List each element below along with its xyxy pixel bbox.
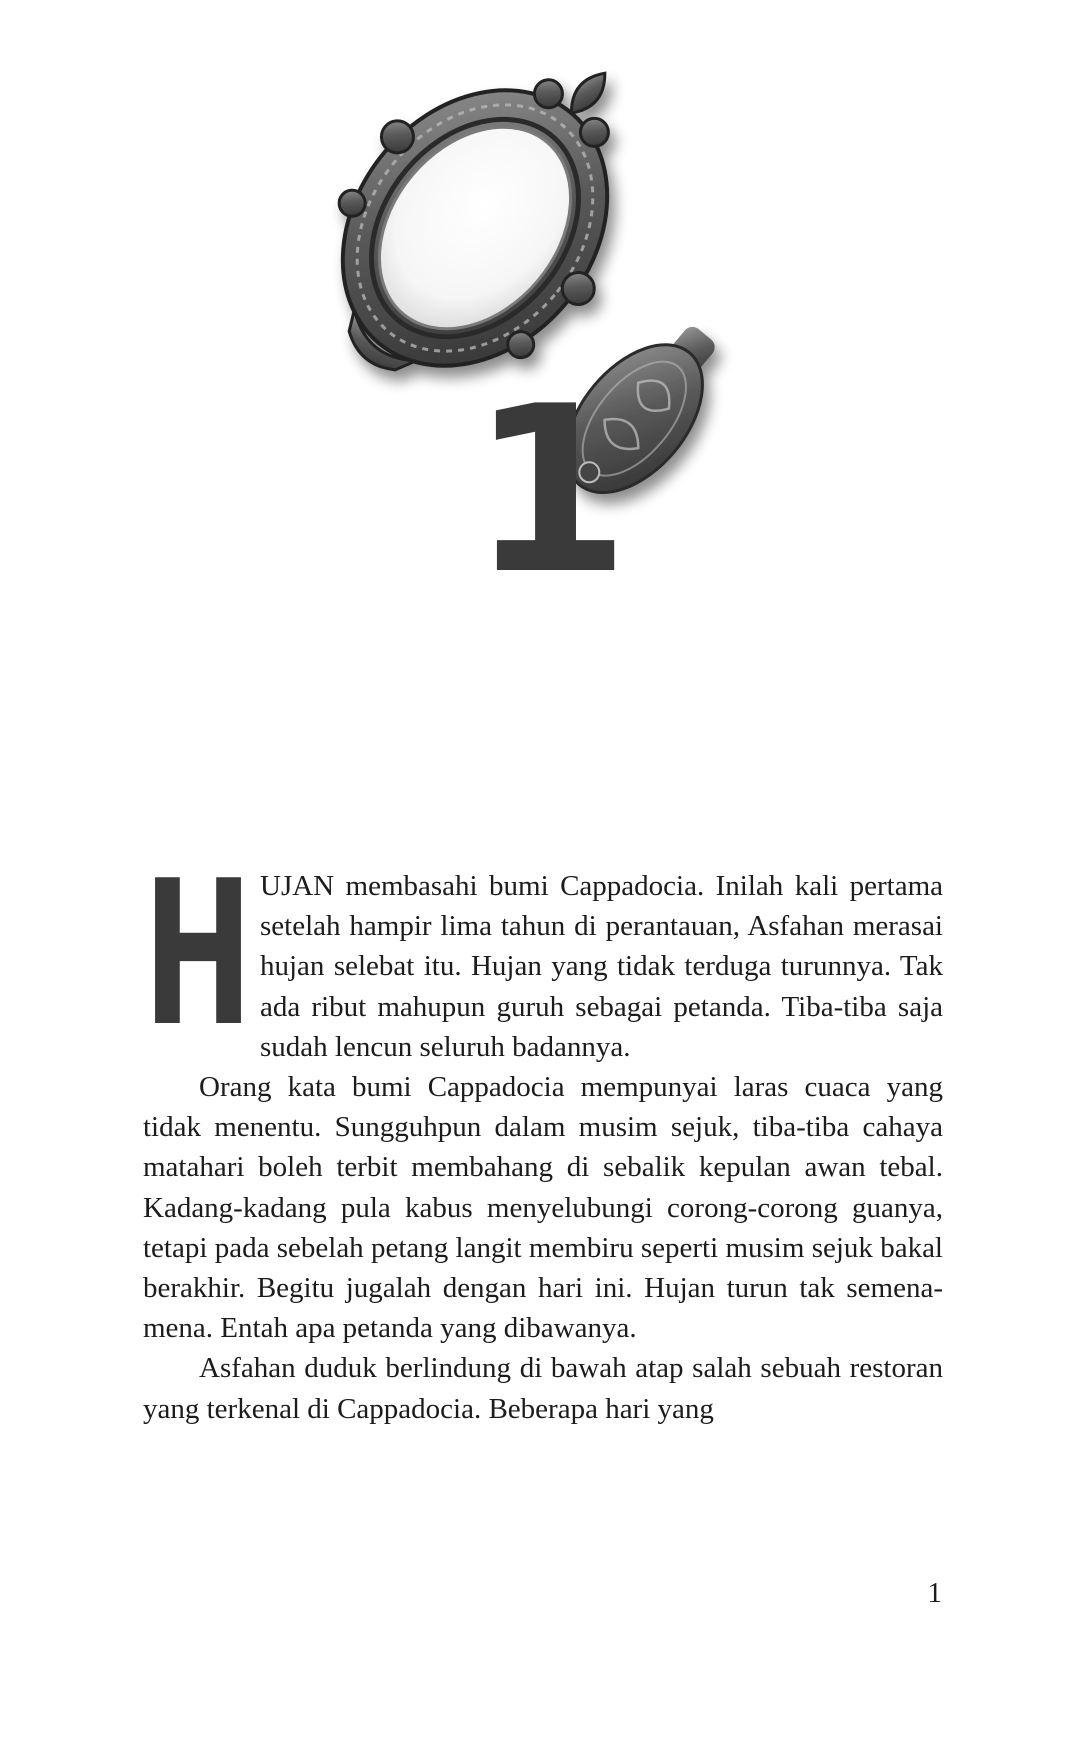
chapter-body bbox=[143, 838, 943, 1429]
chapter-number bbox=[440, 358, 660, 625]
paragraph-2: Orang kata bumi Cappadocia mempunyai laras cuaca yang tidak menentu. Sungguhpun dalam musim sejuk, tiba-tiba cahaya matahari boleh terbit membahang di sebalik kepulan awan tebal. Kadang-kadang pula kabus menyelubungi corong-corong guanya, tetapi pada sebelah petang langit membiru seperti musim sejuk bakal berakhir. Begitu jugalah dengan hari ini. Hujan turun tak semena-mena. Entah apa petanda yang dibawanya. bbox=[143, 1071, 943, 1345]
page-number: 1 bbox=[927, 1577, 942, 1609]
drop-cap-letter: H bbox=[143, 838, 253, 1071]
drop-cap bbox=[143, 838, 260, 1071]
chapter-number-text: 1 bbox=[469, 358, 631, 625]
paragraph-3: Asfahan duduk berlindung di bawah atap salah sebuah restoran yang terkenal di Cappadocia. Beberapa hari yang bbox=[143, 1352, 943, 1425]
paragraph-1: UJAN membasahi bumi Cappadocia. Inilah kali pertama setelah hampir lima tahun di perantauan, Asfahan merasai hujan selebat itu. Hujan yang tidak terduga turunnya. Tak ada ribut mahupun guruh sebagai petanda. Tiba-tiba saja sudah lencun seluruh badannya. bbox=[260, 870, 943, 1063]
